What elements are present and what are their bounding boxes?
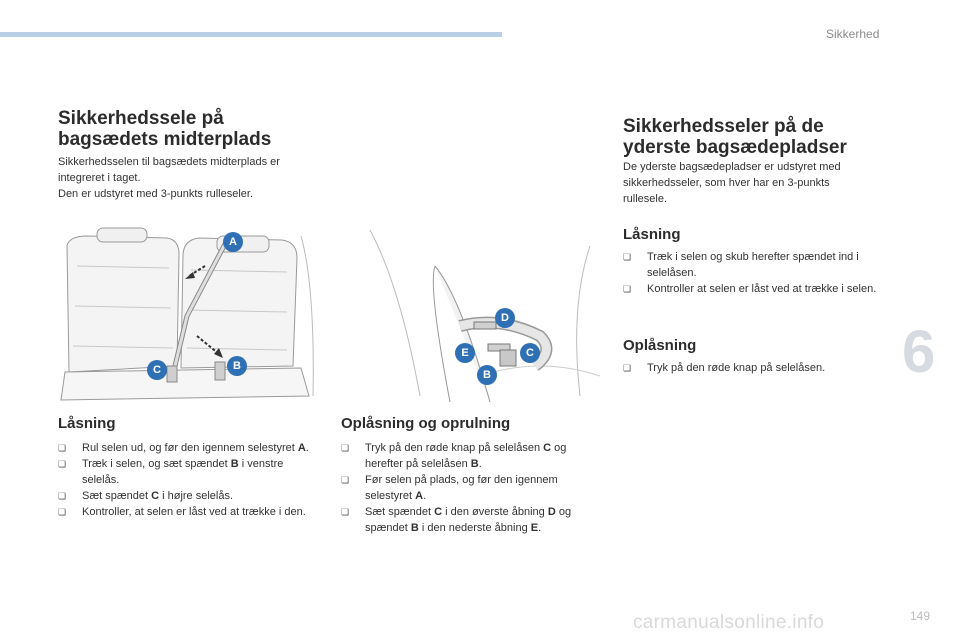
- left-intro: [58, 154, 328, 202]
- list-item: ❏ Kontroller at selen er låst ved at trække i selen.: [623, 283, 877, 295]
- watermark: carmanualsonline.info: [633, 612, 825, 633]
- left-locking-title: Låsning: [58, 415, 116, 432]
- checkbox-bullet-icon: ❏: [58, 491, 67, 501]
- right-unlock-list: [623, 360, 891, 376]
- label-e-icon: E: [455, 343, 475, 363]
- checkbox-bullet-icon: ❏: [341, 475, 350, 485]
- right-intro-line: De yderste bagsædepladser er udstyret med: [623, 161, 841, 173]
- right-locking-title: Låsning: [623, 226, 681, 243]
- right-intro-line: rullesele.: [623, 193, 668, 205]
- right-unlock-title: Oplåsning: [623, 337, 697, 354]
- chapter-number: 6: [902, 318, 936, 385]
- rear-seat-illustration: [57, 226, 319, 402]
- checkbox-bullet-icon: ❏: [58, 507, 67, 517]
- list-item: ❏ Sæt spændet C i den øverste åbning D og spændet B i den nederste åbning E.: [341, 506, 572, 534]
- checkbox-bullet-icon: ❏: [623, 284, 632, 294]
- page-number: 149: [910, 609, 931, 623]
- checkbox-bullet-icon: ❏: [58, 443, 67, 453]
- middle-title: Oplåsning og oprulning: [341, 415, 511, 432]
- right-title: [623, 116, 847, 158]
- label-b-icon: B: [227, 356, 247, 376]
- label-b-icon: B: [477, 365, 497, 385]
- left-title-line2: bagsædets midterplads: [58, 129, 272, 150]
- checkbox-bullet-icon: ❏: [623, 252, 632, 262]
- list-item: ❏ Før selen på plads, og før den igennem selestyret A.: [341, 474, 558, 502]
- left-intro-line: Sikkerhedsselen til bagsædets midterplads er: [58, 156, 280, 168]
- list-item: ❏ Træk i selen, og sæt spændet B i venstre selelås.: [58, 458, 284, 486]
- label-c-icon: C: [147, 360, 167, 380]
- middle-list: [341, 440, 601, 536]
- top-accent-bar: [0, 32, 502, 37]
- buckle-storage-illustration: [340, 226, 602, 402]
- list-item: ❏ Tryk på den røde knap på selelåsen C og herefter på selelåsen B.: [341, 442, 567, 470]
- left-locking-list: [58, 440, 312, 520]
- right-intro: [623, 159, 893, 207]
- left-intro-line: integreret i taget.: [58, 172, 141, 184]
- left-title-line1: Sikkerhedssele på: [58, 108, 224, 129]
- label-c-icon: C: [520, 343, 540, 363]
- checkbox-bullet-icon: ❏: [341, 443, 350, 453]
- left-intro-line: Den er udstyret med 3-punkts rulleseler.: [58, 188, 254, 200]
- left-title: [58, 108, 271, 150]
- right-locking-list: [623, 249, 891, 297]
- label-a-icon: A: [223, 232, 243, 252]
- list-item: ❏ Rul selen ud, og før den igennem selestyret A.: [58, 442, 309, 454]
- right-title-line1: Sikkerhedsseler på de: [623, 116, 824, 137]
- checkbox-bullet-icon: ❏: [341, 507, 350, 517]
- checkbox-bullet-icon: ❏: [58, 459, 67, 469]
- list-item: ❏ Træk i selen og skub herefter spændet ind i selelåsen.: [623, 251, 859, 279]
- right-title-line2: yderste bagsædepladser: [623, 137, 847, 158]
- list-item: ❏ Sæt spændet C i højre selelås.: [58, 490, 234, 502]
- right-intro-line: sikkerhedsseler, som hver har en 3-punkts: [623, 177, 830, 189]
- label-d-icon: D: [495, 308, 515, 328]
- list-item: ❏ Kontroller, at selen er låst ved at trække i den.: [58, 506, 306, 518]
- section-label: Sikkerhed: [826, 27, 880, 41]
- checkbox-bullet-icon: ❏: [623, 363, 632, 373]
- list-item: ❏ Tryk på den røde knap på selelåsen.: [623, 362, 826, 374]
